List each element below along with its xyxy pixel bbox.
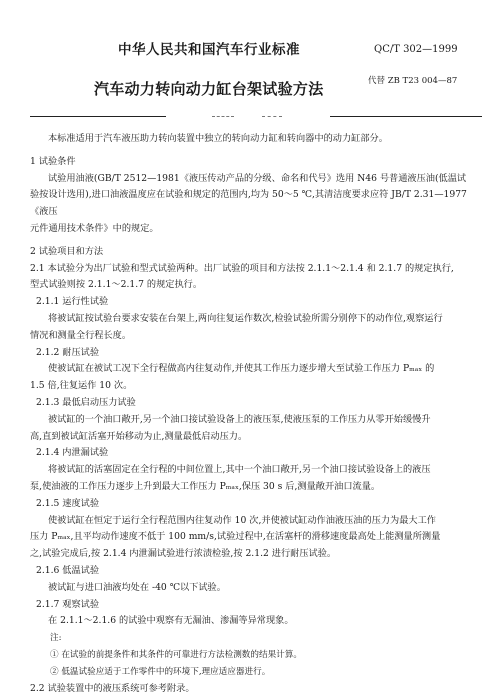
- clause-2-1-3-text: 被试缸的一个油口敞开,另一个油口接试验设备上的液压泵,使液压泵的工作压力从零开始缓慢升: [30, 412, 480, 429]
- header-rule-dash-2: [262, 116, 282, 117]
- clause-2-1-3-heading: 2.1.3 最低启动压力试验: [30, 395, 480, 412]
- clause-2-1-2-text: 使被试缸在被试工况下全行程做高内往复动作,并使其工作压力逐步增大至试验工作压力 Pₘₐₓ 的: [30, 361, 480, 378]
- clause-2-1-1-text: 情况和测量全行程长度。: [30, 328, 480, 345]
- clause-2-1-3-text: 高,直到被试缸活塞开始移动为止,测量最低启动压力。: [30, 429, 480, 446]
- scope-paragraph: 本标准适用于汽车液压助力转向装置中独立的转向动力缸和转向器中的动力缸部分。: [30, 131, 480, 148]
- note-item: ② 低温试验应适于工作零件中的环境下,理应适应器进行。: [30, 664, 480, 681]
- clause-2-1-5-heading: 2.1.5 速度试验: [30, 496, 480, 513]
- header-rule-left: [30, 116, 166, 117]
- clause-2-1-2-heading: 2.1.2 耐压试验: [30, 345, 480, 362]
- clause-2-1-text: 2.1 本试验分为出厂试验和型式试验两种。出厂试验的项目和方法按 2.1.1～2.1.4 和 2.1.7 的规定执行,: [30, 261, 480, 278]
- note-item: ① 在试验的前提条件和其条件的可靠进行方法检测数的结果计算。: [30, 647, 480, 664]
- clause-2-1-2-text: 1.5 倍,往复运作 10 次。: [30, 378, 480, 395]
- clause-2-1-7-heading: 2.1.7 观察试验: [30, 597, 480, 614]
- replaced-standard-reference: 代替 ZB T23 004—87: [368, 74, 457, 86]
- clause-2-2-text: 2.2 试验装置中的液压系统可参考附录。: [30, 681, 480, 697]
- clause-2-1-6-heading: 2.1.6 低温试验: [30, 563, 480, 580]
- standard-organization-header: 中华人民共和国汽车行业标准: [118, 38, 300, 58]
- standard-number: QC/T 302—1999: [374, 44, 458, 55]
- header-rule-dash-1: [212, 116, 234, 117]
- section-1-text: 试验用油液(GB/T 2512—1981《液压传动产品的分级、命名和代号》选用 N46 号普通液压油(低温试: [30, 171, 480, 188]
- clause-2-1-text: 型式试验则按 2.1.1～2.1.7 的规定执行。: [30, 277, 480, 294]
- section-1-text: 元件通用技术条件》中的规定。: [30, 221, 480, 238]
- section-1-heading: 1 试验条件: [30, 154, 480, 171]
- clause-2-1-7-text: 在 2.1.1～2.1.6 的试验中观察有无漏油、渗漏等异常现象。: [30, 613, 480, 630]
- document-body: [30, 131, 480, 697]
- clause-2-1-1-text: 将被试缸按试验台要求安装在台架上,两向往复运作数次,检验试验所需分别停下的动作位,观察运行: [30, 311, 480, 328]
- section-2-heading: 2 试验项目和方法: [30, 244, 480, 261]
- clause-2-1-4-text: 泵,使油液的工作压力逐步上升到最大工作压力 Pₘₐₓ,保压 30 s 后,测量敞开油口流量。: [30, 479, 480, 496]
- clause-2-1-5-text: 之,试验完成后,按 2.1.4 内泄漏试验进行浓渍检验,按 2.1.2 进行耐压试验。: [30, 546, 480, 563]
- clause-2-1-6-text: 被试缸与进口油液均处在 -40 ℃以下试验。: [30, 580, 480, 597]
- clause-2-1-1-heading: 2.1.1 运行性试验: [30, 294, 480, 311]
- clause-2-1-5-text: 压力 Pₘₐₓ,且平均动作速度不低于 100 mm/s,试验过程中,在活塞杆的滑移速度最高处上能测量所测量: [30, 529, 480, 546]
- clause-2-1-4-text: 将被试缸的活塞固定在全行程的中间位置上,其中一个油口敞开,另一个油口接试验设备上的液压: [30, 462, 480, 479]
- clause-2-1-4-heading: 2.1.4 内泄漏试验: [30, 445, 480, 462]
- clause-2-1-5-text: 使被试缸在恒定于运行全行程范围内往复动作 10 次,并使被试缸动作油液压油的压力为最大工作: [30, 513, 480, 530]
- header-rule-right: [330, 116, 482, 117]
- section-1-text: 验按设计选用),进口油液温度应在试验和规定的范围内,均为 50～5 ℃,其清洁度要求应符 JB/T 2.31—1977《液压: [30, 187, 480, 221]
- note-label: 注:: [30, 630, 480, 647]
- document-title: 汽车动力转向动力缸台架试验方法: [94, 78, 324, 99]
